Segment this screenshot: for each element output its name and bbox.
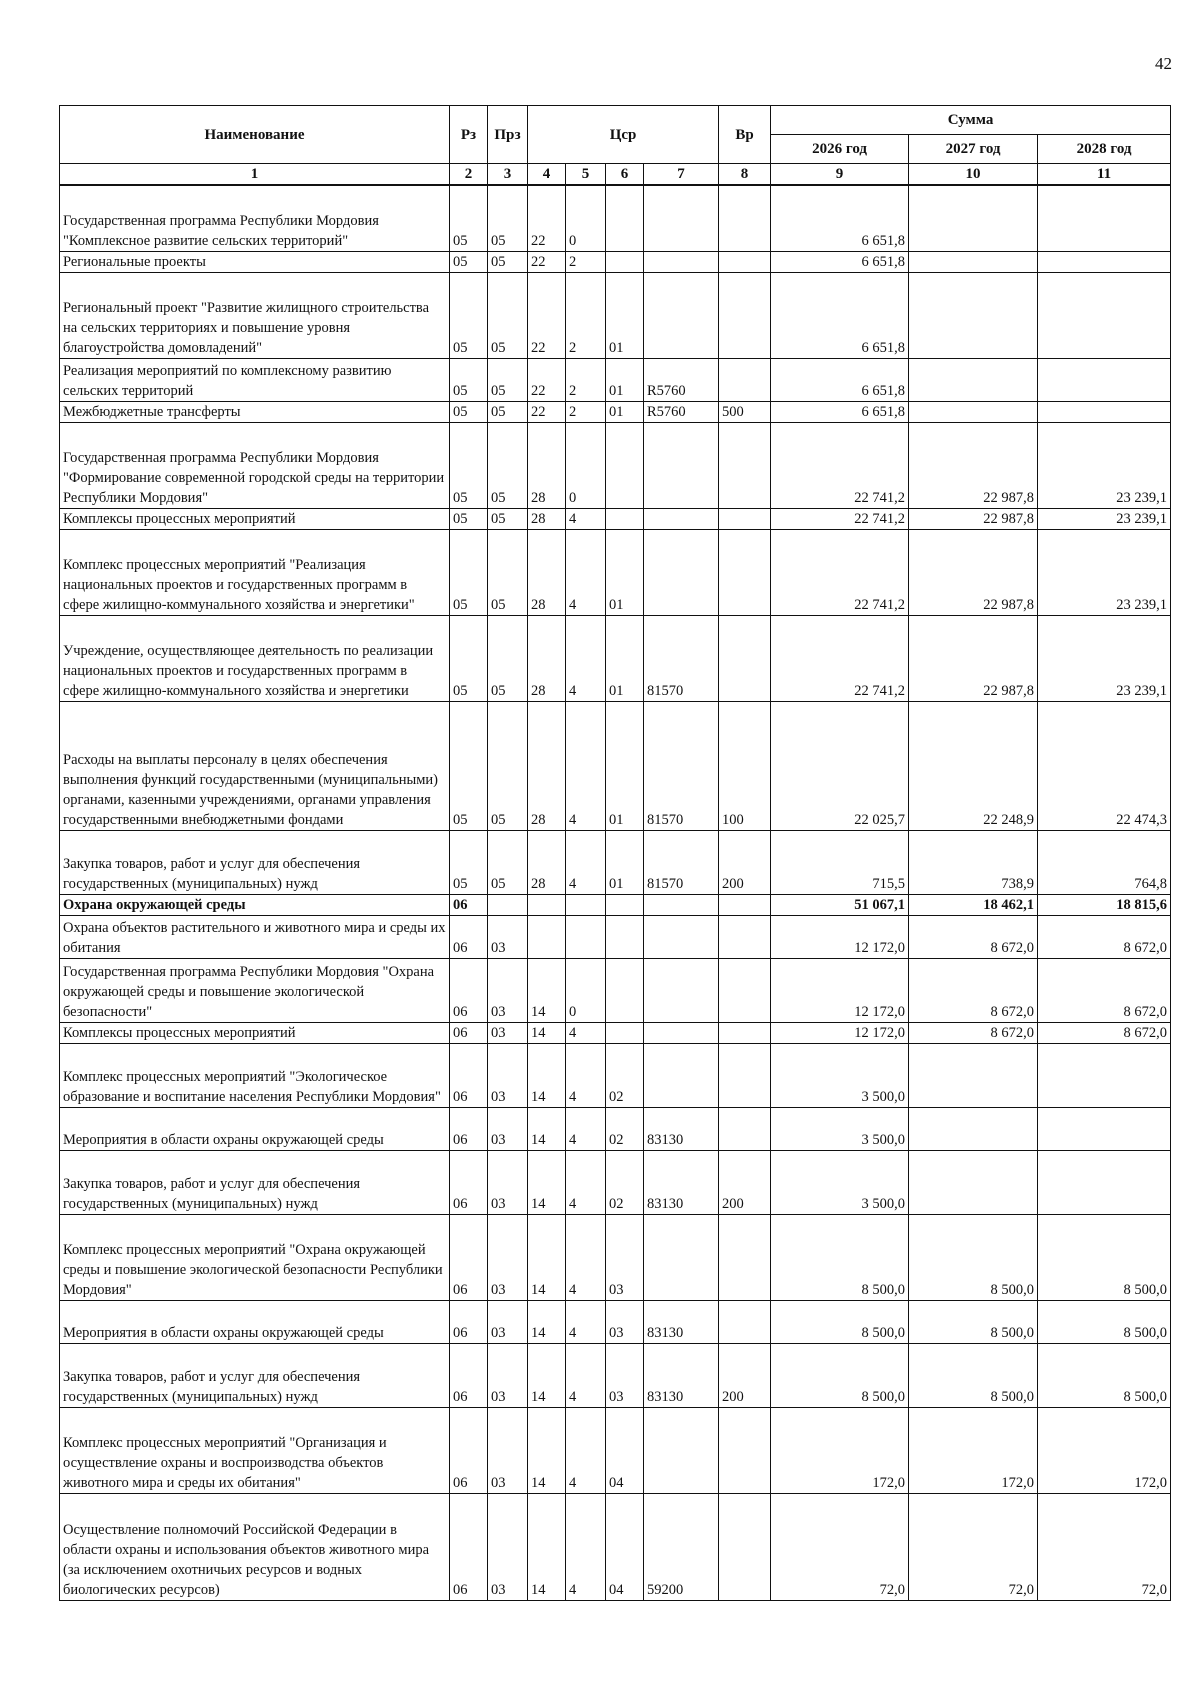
cell-prz: 05 <box>488 701 528 830</box>
cell-csr-2: 4 <box>566 1043 606 1107</box>
cell-sum-2027: 22 248,9 <box>909 701 1038 830</box>
cell-csr-3: 04 <box>606 1407 644 1493</box>
cell-rz: 05 <box>450 701 488 830</box>
cell-vr <box>719 1214 771 1300</box>
cell-vr: 200 <box>719 1343 771 1407</box>
cell-sum-2027: 72,0 <box>909 1493 1038 1600</box>
cell-vr <box>719 894 771 915</box>
cell-csr-2: 4 <box>566 1300 606 1343</box>
cell-vr <box>719 1022 771 1043</box>
cell-sum-2027 <box>909 185 1038 251</box>
cell-name: Закупка товаров, работ и услуг для обеспечения государственных (муниципальных) нужд <box>60 1150 450 1214</box>
cell-csr-4: 83130 <box>644 1300 719 1343</box>
cell-rz: 05 <box>450 830 488 894</box>
cell-csr-3 <box>606 915 644 958</box>
cell-sum-2026: 12 172,0 <box>771 1022 909 1043</box>
cell-csr-2 <box>566 915 606 958</box>
cell-csr-3: 03 <box>606 1300 644 1343</box>
cell-csr-3: 01 <box>606 272 644 358</box>
cell-sum-2027 <box>909 251 1038 272</box>
cell-sum-2027: 8 500,0 <box>909 1214 1038 1300</box>
cell-sum-2027 <box>909 401 1038 422</box>
table-row <box>60 915 1171 958</box>
cell-sum-2027: 8 500,0 <box>909 1300 1038 1343</box>
cell-sum-2027 <box>909 272 1038 358</box>
cell-csr-2 <box>566 894 606 915</box>
cell-rz: 06 <box>450 958 488 1022</box>
cell-vr <box>719 358 771 401</box>
cell-prz: 03 <box>488 1300 528 1343</box>
cell-vr <box>719 915 771 958</box>
cell-csr-4 <box>644 915 719 958</box>
header-year-2026: 2026 год <box>771 135 909 164</box>
cell-csr-2: 4 <box>566 529 606 615</box>
cell-csr-3: 02 <box>606 1150 644 1214</box>
cell-csr-2: 2 <box>566 358 606 401</box>
cell-csr-3: 01 <box>606 401 644 422</box>
cell-csr-2: 4 <box>566 1150 606 1214</box>
cell-prz: 05 <box>488 422 528 508</box>
cell-csr-2: 4 <box>566 701 606 830</box>
table-row <box>60 1214 1171 1300</box>
cell-csr-3: 02 <box>606 1107 644 1150</box>
cell-csr-1: 22 <box>528 272 566 358</box>
cell-vr <box>719 251 771 272</box>
cell-csr-1: 28 <box>528 422 566 508</box>
cell-csr-2: 4 <box>566 1022 606 1043</box>
cell-vr <box>719 272 771 358</box>
cell-prz: 03 <box>488 915 528 958</box>
cell-csr-1: 22 <box>528 401 566 422</box>
cell-name: Мероприятия в области охраны окружающей среды <box>60 1107 450 1150</box>
cell-sum-2027: 8 500,0 <box>909 1343 1038 1407</box>
cell-csr-1: 14 <box>528 1343 566 1407</box>
cell-prz: 05 <box>488 529 528 615</box>
col-number: 2 <box>450 164 488 186</box>
cell-prz: 03 <box>488 1214 528 1300</box>
cell-csr-2: 4 <box>566 1107 606 1150</box>
cell-name: Охрана объектов растительного и животного мира и среды их обитания <box>60 915 450 958</box>
cell-csr-2: 4 <box>566 508 606 529</box>
cell-vr: 200 <box>719 1150 771 1214</box>
cell-name: Комплекс процессных мероприятий "Организация и осуществление охраны и воспроизводства объектов животного мира и среды их обитания" <box>60 1407 450 1493</box>
col-number: 10 <box>909 164 1038 186</box>
cell-sum-2026: 3 500,0 <box>771 1150 909 1214</box>
cell-sum-2026: 3 500,0 <box>771 1107 909 1150</box>
header-year-2028: 2028 год <box>1038 135 1171 164</box>
cell-vr <box>719 1043 771 1107</box>
cell-sum-2026: 22 741,2 <box>771 615 909 701</box>
cell-csr-1: 22 <box>528 251 566 272</box>
cell-name: Расходы на выплаты персоналу в целях обеспечения выполнения функций государственными (муниципальными) органами, казенными учреждениями, органами управления государственными внебюджетными фондами <box>60 701 450 830</box>
cell-sum-2028: 764,8 <box>1038 830 1171 894</box>
col-number: 1 <box>60 164 450 186</box>
table-row <box>60 894 1171 915</box>
cell-sum-2028: 8 500,0 <box>1038 1214 1171 1300</box>
cell-rz: 05 <box>450 272 488 358</box>
cell-sum-2026: 6 651,8 <box>771 272 909 358</box>
cell-sum-2027: 8 672,0 <box>909 958 1038 1022</box>
cell-name: Учреждение, осуществляющее деятельность по реализации национальных проектов и государственных программ в сфере жилищно-коммунального хозяйства и энергетики <box>60 615 450 701</box>
cell-sum-2028: 23 239,1 <box>1038 615 1171 701</box>
cell-name: Закупка товаров, работ и услуг для обеспечения государственных (муниципальных) нужд <box>60 830 450 894</box>
cell-prz: 03 <box>488 1493 528 1600</box>
cell-prz: 03 <box>488 958 528 1022</box>
cell-prz: 03 <box>488 1022 528 1043</box>
cell-name: Региональный проект "Развитие жилищного строительства на сельских территориях и повышение уровня благоустройства домовладений" <box>60 272 450 358</box>
cell-sum-2027 <box>909 358 1038 401</box>
table-row <box>60 251 1171 272</box>
cell-csr-4 <box>644 1022 719 1043</box>
cell-csr-4: 83130 <box>644 1107 719 1150</box>
cell-rz: 06 <box>450 1343 488 1407</box>
cell-sum-2027: 8 672,0 <box>909 915 1038 958</box>
cell-csr-3 <box>606 422 644 508</box>
table-row <box>60 1107 1171 1150</box>
cell-name: Государственная программа Республики Мордовия "Формирование современной городской среды на территории Республики Мордовия" <box>60 422 450 508</box>
cell-prz <box>488 894 528 915</box>
cell-rz: 05 <box>450 358 488 401</box>
table-row <box>60 422 1171 508</box>
table-row <box>60 401 1171 422</box>
cell-csr-3: 01 <box>606 358 644 401</box>
cell-sum-2027: 22 987,8 <box>909 529 1038 615</box>
cell-csr-1: 28 <box>528 615 566 701</box>
table-row <box>60 615 1171 701</box>
header-rz: Рз <box>450 106 488 164</box>
cell-sum-2028: 172,0 <box>1038 1407 1171 1493</box>
cell-csr-4 <box>644 1043 719 1107</box>
cell-sum-2027 <box>909 1043 1038 1107</box>
cell-sum-2026: 172,0 <box>771 1407 909 1493</box>
cell-sum-2028 <box>1038 272 1171 358</box>
cell-csr-4: 83130 <box>644 1343 719 1407</box>
cell-csr-4 <box>644 529 719 615</box>
cell-sum-2027 <box>909 1107 1038 1150</box>
cell-name: Охрана окружающей среды <box>60 894 450 915</box>
cell-name: Осуществление полномочий Российской Федерации в области охраны и использования объектов животного мира (за исключением охотничьих ресурсов и водных биологических ресурсов) <box>60 1493 450 1600</box>
cell-sum-2026: 51 067,1 <box>771 894 909 915</box>
cell-csr-3 <box>606 508 644 529</box>
header-year-2027: 2027 год <box>909 135 1038 164</box>
cell-csr-3: 03 <box>606 1214 644 1300</box>
cell-prz: 05 <box>488 251 528 272</box>
cell-rz: 06 <box>450 894 488 915</box>
cell-csr-4: R5760 <box>644 401 719 422</box>
table-row <box>60 1022 1171 1043</box>
cell-sum-2027: 8 672,0 <box>909 1022 1038 1043</box>
table-row <box>60 508 1171 529</box>
cell-csr-1: 28 <box>528 508 566 529</box>
cell-csr-2: 0 <box>566 422 606 508</box>
cell-rz: 05 <box>450 251 488 272</box>
cell-csr-3: 01 <box>606 701 644 830</box>
cell-rz: 06 <box>450 1043 488 1107</box>
cell-sum-2026: 6 651,8 <box>771 401 909 422</box>
cell-prz: 05 <box>488 185 528 251</box>
cell-csr-2: 0 <box>566 185 606 251</box>
cell-vr <box>719 1493 771 1600</box>
col-number: 4 <box>528 164 566 186</box>
cell-vr <box>719 1300 771 1343</box>
cell-csr-1: 14 <box>528 1300 566 1343</box>
cell-rz: 06 <box>450 1107 488 1150</box>
cell-sum-2027: 738,9 <box>909 830 1038 894</box>
cell-sum-2028: 23 239,1 <box>1038 422 1171 508</box>
table-body <box>60 185 1171 1600</box>
cell-sum-2026: 3 500,0 <box>771 1043 909 1107</box>
cell-name: Комплекс процессных мероприятий "Охрана окружающей среды и повышение экологической безопасности Республики Мордовия" <box>60 1214 450 1300</box>
cell-csr-4: 81570 <box>644 830 719 894</box>
cell-name: Региональные проекты <box>60 251 450 272</box>
cell-sum-2028: 8 672,0 <box>1038 1022 1171 1043</box>
cell-sum-2027: 18 462,1 <box>909 894 1038 915</box>
cell-sum-2026: 12 172,0 <box>771 915 909 958</box>
table-row <box>60 1343 1171 1407</box>
cell-sum-2028: 23 239,1 <box>1038 529 1171 615</box>
cell-csr-2: 4 <box>566 1407 606 1493</box>
cell-vr: 100 <box>719 701 771 830</box>
cell-sum-2028: 18 815,6 <box>1038 894 1171 915</box>
cell-csr-4 <box>644 958 719 1022</box>
cell-csr-1: 14 <box>528 958 566 1022</box>
cell-csr-3: 04 <box>606 1493 644 1600</box>
table-row <box>60 1407 1171 1493</box>
cell-rz: 05 <box>450 615 488 701</box>
cell-rz: 06 <box>450 915 488 958</box>
col-number: 5 <box>566 164 606 186</box>
col-number: 7 <box>644 164 719 186</box>
cell-rz: 06 <box>450 1407 488 1493</box>
table-row <box>60 1043 1171 1107</box>
cell-rz: 06 <box>450 1214 488 1300</box>
cell-csr-2: 2 <box>566 401 606 422</box>
table-row <box>60 1150 1171 1214</box>
cell-csr-2: 2 <box>566 251 606 272</box>
cell-csr-3: 03 <box>606 1343 644 1407</box>
table-row <box>60 529 1171 615</box>
cell-name: Государственная программа Республики Мордовия "Охрана окружающей среды и повышение экологической безопасности" <box>60 958 450 1022</box>
cell-sum-2026: 72,0 <box>771 1493 909 1600</box>
table-row <box>60 1300 1171 1343</box>
table-row <box>60 701 1171 830</box>
cell-sum-2026: 6 651,8 <box>771 358 909 401</box>
col-number: 3 <box>488 164 528 186</box>
cell-sum-2028: 22 474,3 <box>1038 701 1171 830</box>
col-number: 6 <box>606 164 644 186</box>
table-row <box>60 185 1171 251</box>
cell-sum-2028: 8 672,0 <box>1038 958 1171 1022</box>
page-number: 42 <box>1155 54 1172 73</box>
cell-sum-2026: 6 651,8 <box>771 251 909 272</box>
cell-sum-2028 <box>1038 185 1171 251</box>
cell-rz: 06 <box>450 1300 488 1343</box>
cell-vr <box>719 958 771 1022</box>
cell-csr-2: 2 <box>566 272 606 358</box>
cell-csr-4: 81570 <box>644 701 719 830</box>
cell-csr-4 <box>644 251 719 272</box>
cell-vr <box>719 529 771 615</box>
cell-sum-2028 <box>1038 251 1171 272</box>
col-number: 8 <box>719 164 771 186</box>
cell-prz: 05 <box>488 272 528 358</box>
cell-csr-2: 0 <box>566 958 606 1022</box>
cell-csr-2: 4 <box>566 615 606 701</box>
cell-sum-2026: 8 500,0 <box>771 1214 909 1300</box>
cell-csr-1 <box>528 915 566 958</box>
header-sum: Сумма <box>771 106 1171 135</box>
cell-sum-2028: 8 500,0 <box>1038 1343 1171 1407</box>
cell-sum-2027 <box>909 1150 1038 1214</box>
cell-csr-2: 4 <box>566 1214 606 1300</box>
cell-name: Комплексы процессных мероприятий <box>60 508 450 529</box>
cell-sum-2026: 715,5 <box>771 830 909 894</box>
cell-name: Реализация мероприятий по комплексному развитию сельских территорий <box>60 358 450 401</box>
cell-sum-2026: 22 741,2 <box>771 529 909 615</box>
cell-name: Комплекс процессных мероприятий "Реализация национальных проектов и государственных программ в сфере жилищно-коммунального хозяйства и энергетики" <box>60 529 450 615</box>
cell-name: Закупка товаров, работ и услуг для обеспечения государственных (муниципальных) нужд <box>60 1343 450 1407</box>
cell-rz: 05 <box>450 185 488 251</box>
cell-csr-2: 4 <box>566 1343 606 1407</box>
cell-csr-1 <box>528 894 566 915</box>
cell-vr <box>719 185 771 251</box>
cell-csr-3: 01 <box>606 830 644 894</box>
cell-sum-2027: 22 987,8 <box>909 508 1038 529</box>
cell-prz: 03 <box>488 1407 528 1493</box>
cell-prz: 05 <box>488 830 528 894</box>
header-name: Наименование <box>60 106 450 164</box>
cell-csr-2: 4 <box>566 830 606 894</box>
cell-csr-3: 01 <box>606 529 644 615</box>
cell-csr-4: 83130 <box>644 1150 719 1214</box>
cell-rz: 06 <box>450 1493 488 1600</box>
cell-sum-2026: 8 500,0 <box>771 1300 909 1343</box>
header-prz: Прз <box>488 106 528 164</box>
table-row <box>60 958 1171 1022</box>
cell-csr-1: 22 <box>528 185 566 251</box>
cell-vr: 500 <box>719 401 771 422</box>
cell-csr-4 <box>644 894 719 915</box>
cell-sum-2028: 72,0 <box>1038 1493 1171 1600</box>
cell-rz: 05 <box>450 422 488 508</box>
table-row <box>60 272 1171 358</box>
cell-sum-2027: 22 987,8 <box>909 615 1038 701</box>
table-row <box>60 358 1171 401</box>
cell-name: Межбюджетные трансферты <box>60 401 450 422</box>
cell-csr-4 <box>644 422 719 508</box>
cell-csr-3 <box>606 185 644 251</box>
cell-csr-4: R5760 <box>644 358 719 401</box>
cell-name: Государственная программа Республики Мордовия "Комплексное развитие сельских территорий" <box>60 185 450 251</box>
cell-csr-4 <box>644 1407 719 1493</box>
cell-name: Мероприятия в области охраны окружающей среды <box>60 1300 450 1343</box>
cell-csr-1: 28 <box>528 701 566 830</box>
cell-prz: 03 <box>488 1150 528 1214</box>
cell-csr-3: 01 <box>606 615 644 701</box>
cell-prz: 03 <box>488 1343 528 1407</box>
table-row <box>60 1493 1171 1600</box>
cell-sum-2026: 22 025,7 <box>771 701 909 830</box>
cell-sum-2027: 22 987,8 <box>909 422 1038 508</box>
cell-sum-2026: 8 500,0 <box>771 1343 909 1407</box>
cell-csr-4 <box>644 272 719 358</box>
cell-csr-1: 14 <box>528 1214 566 1300</box>
cell-sum-2028 <box>1038 1043 1171 1107</box>
cell-vr <box>719 508 771 529</box>
cell-csr-1: 28 <box>528 830 566 894</box>
cell-sum-2028: 23 239,1 <box>1038 508 1171 529</box>
cell-sum-2028 <box>1038 401 1171 422</box>
cell-sum-2026: 6 651,8 <box>771 185 909 251</box>
cell-rz: 05 <box>450 508 488 529</box>
cell-vr: 200 <box>719 830 771 894</box>
cell-csr-1: 14 <box>528 1407 566 1493</box>
cell-vr <box>719 1107 771 1150</box>
cell-csr-1: 28 <box>528 529 566 615</box>
col-number: 11 <box>1038 164 1171 186</box>
cell-name: Комплексы процессных мероприятий <box>60 1022 450 1043</box>
cell-prz: 03 <box>488 1107 528 1150</box>
cell-sum-2026: 12 172,0 <box>771 958 909 1022</box>
cell-csr-3 <box>606 894 644 915</box>
col-number: 9 <box>771 164 909 186</box>
budget-table <box>59 105 1171 1601</box>
cell-csr-4 <box>644 508 719 529</box>
cell-prz: 05 <box>488 401 528 422</box>
cell-csr-3 <box>606 1022 644 1043</box>
cell-csr-1: 14 <box>528 1022 566 1043</box>
cell-csr-4 <box>644 185 719 251</box>
table-row <box>60 830 1171 894</box>
cell-sum-2026: 22 741,2 <box>771 508 909 529</box>
cell-vr <box>719 422 771 508</box>
cell-csr-4: 59200 <box>644 1493 719 1600</box>
cell-name: Комплекс процессных мероприятий "Экологическое образование и воспитание населения Республики Мордовия" <box>60 1043 450 1107</box>
cell-prz: 05 <box>488 508 528 529</box>
cell-sum-2028 <box>1038 1150 1171 1214</box>
cell-rz: 06 <box>450 1022 488 1043</box>
cell-sum-2028: 8 500,0 <box>1038 1300 1171 1343</box>
cell-sum-2028 <box>1038 1107 1171 1150</box>
header-vr: Вр <box>719 106 771 164</box>
cell-csr-3: 02 <box>606 1043 644 1107</box>
cell-csr-4 <box>644 1214 719 1300</box>
cell-vr <box>719 615 771 701</box>
cell-csr-1: 14 <box>528 1493 566 1600</box>
header-csr: Цср <box>528 106 719 164</box>
cell-sum-2028 <box>1038 358 1171 401</box>
cell-csr-1: 14 <box>528 1043 566 1107</box>
cell-sum-2027: 172,0 <box>909 1407 1038 1493</box>
cell-rz: 05 <box>450 529 488 615</box>
cell-sum-2028: 8 672,0 <box>1038 915 1171 958</box>
cell-csr-3 <box>606 958 644 1022</box>
cell-prz: 03 <box>488 1043 528 1107</box>
cell-sum-2026: 22 741,2 <box>771 422 909 508</box>
cell-rz: 06 <box>450 1150 488 1214</box>
cell-csr-1: 14 <box>528 1107 566 1150</box>
cell-csr-4: 81570 <box>644 615 719 701</box>
cell-csr-1: 14 <box>528 1150 566 1214</box>
cell-prz: 05 <box>488 615 528 701</box>
cell-vr <box>719 1407 771 1493</box>
cell-csr-2: 4 <box>566 1493 606 1600</box>
cell-prz: 05 <box>488 358 528 401</box>
cell-csr-1: 22 <box>528 358 566 401</box>
cell-rz: 05 <box>450 401 488 422</box>
cell-csr-3 <box>606 251 644 272</box>
